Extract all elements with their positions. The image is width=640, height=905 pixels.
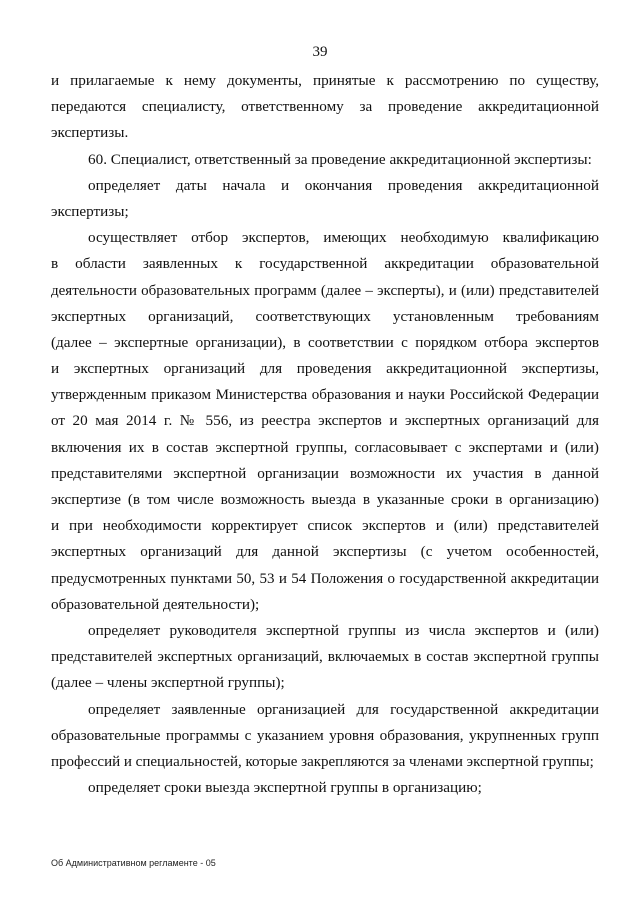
text-line: экспертных организаций, соответствующих установленным требованиям <box>51 307 599 325</box>
text-line: экспертизы; <box>51 202 129 220</box>
text-line: экспертизе (в том числе возможность выезда в указанные сроки в организацию) <box>51 491 599 508</box>
text-line: и экспертных организаций для проведения аккредитационной экспертизы, <box>51 360 599 378</box>
text-line: определяет заявленные организацией для государственной аккредитации <box>88 700 599 718</box>
text-line: и прилагаемые к нему документы, принятые к рассмотрению по существу, <box>51 72 599 89</box>
text-line: включения их в состав экспертной группы, согласовывает с экспертами и (или) <box>51 438 599 456</box>
text-line: в области заявленных к государственной аккредитации образовательной <box>51 255 599 273</box>
text-line: деятельности образовательных программ (далее – эксперты), и (или) представителей <box>51 282 599 299</box>
document-body <box>51 68 599 801</box>
text-line: представителей экспертных организаций, включаемых в состав экспертной группы <box>51 648 599 666</box>
text-line: от 20 мая 2014 г. № 556, из реестра экспертов и экспертных организаций для <box>51 412 599 430</box>
text-line: определяет сроки выезда экспертной группы в организацию; <box>88 779 482 797</box>
text-line: профессий и специальностей, которые закрепляются за членами экспертной группы; <box>51 753 594 770</box>
text-line: (далее – экспертные организации), в соответствии с порядком отбора экспертов <box>51 333 599 351</box>
text-line: представителями экспертной организации возможности их участия в данной <box>51 464 599 482</box>
text-line: и при необходимости корректирует список экспертов и (или) представителей <box>51 517 599 535</box>
page-number: 39 <box>312 44 328 60</box>
text-line: образовательные программы с указанием уровня образования, укрупненных групп <box>51 726 599 744</box>
text-line: 60. Специалист, ответственный за проведение аккредитационной экспертизы: <box>88 150 592 168</box>
text-line: передаются специалисту, ответственному за проведение аккредитационной <box>51 98 599 116</box>
text-line: экспертизы. <box>51 124 129 142</box>
text-line: осуществляет отбор экспертов, имеющих необходимую квалификацию <box>88 229 599 247</box>
text-line: предусмотренных пунктами 50, 53 и 54 Положения о государственной аккредитации <box>51 570 599 587</box>
footer-text: Об Административном регламенте - 05 <box>51 858 216 868</box>
text-line: экспертных организаций для данной экспертизы (с учетом особенностей, <box>51 543 599 561</box>
text-line: определяет даты начала и окончания проведения аккредитационной <box>88 176 599 194</box>
text-line: (далее – члены экспертной группы); <box>51 674 285 692</box>
text-line: образовательной деятельности); <box>51 595 260 613</box>
text-line: определяет руководителя экспертной группы из числа экспертов и (или) <box>88 621 599 639</box>
text-line: утвержденным приказом Министерства образования и науки Российской Федерации <box>51 387 599 404</box>
